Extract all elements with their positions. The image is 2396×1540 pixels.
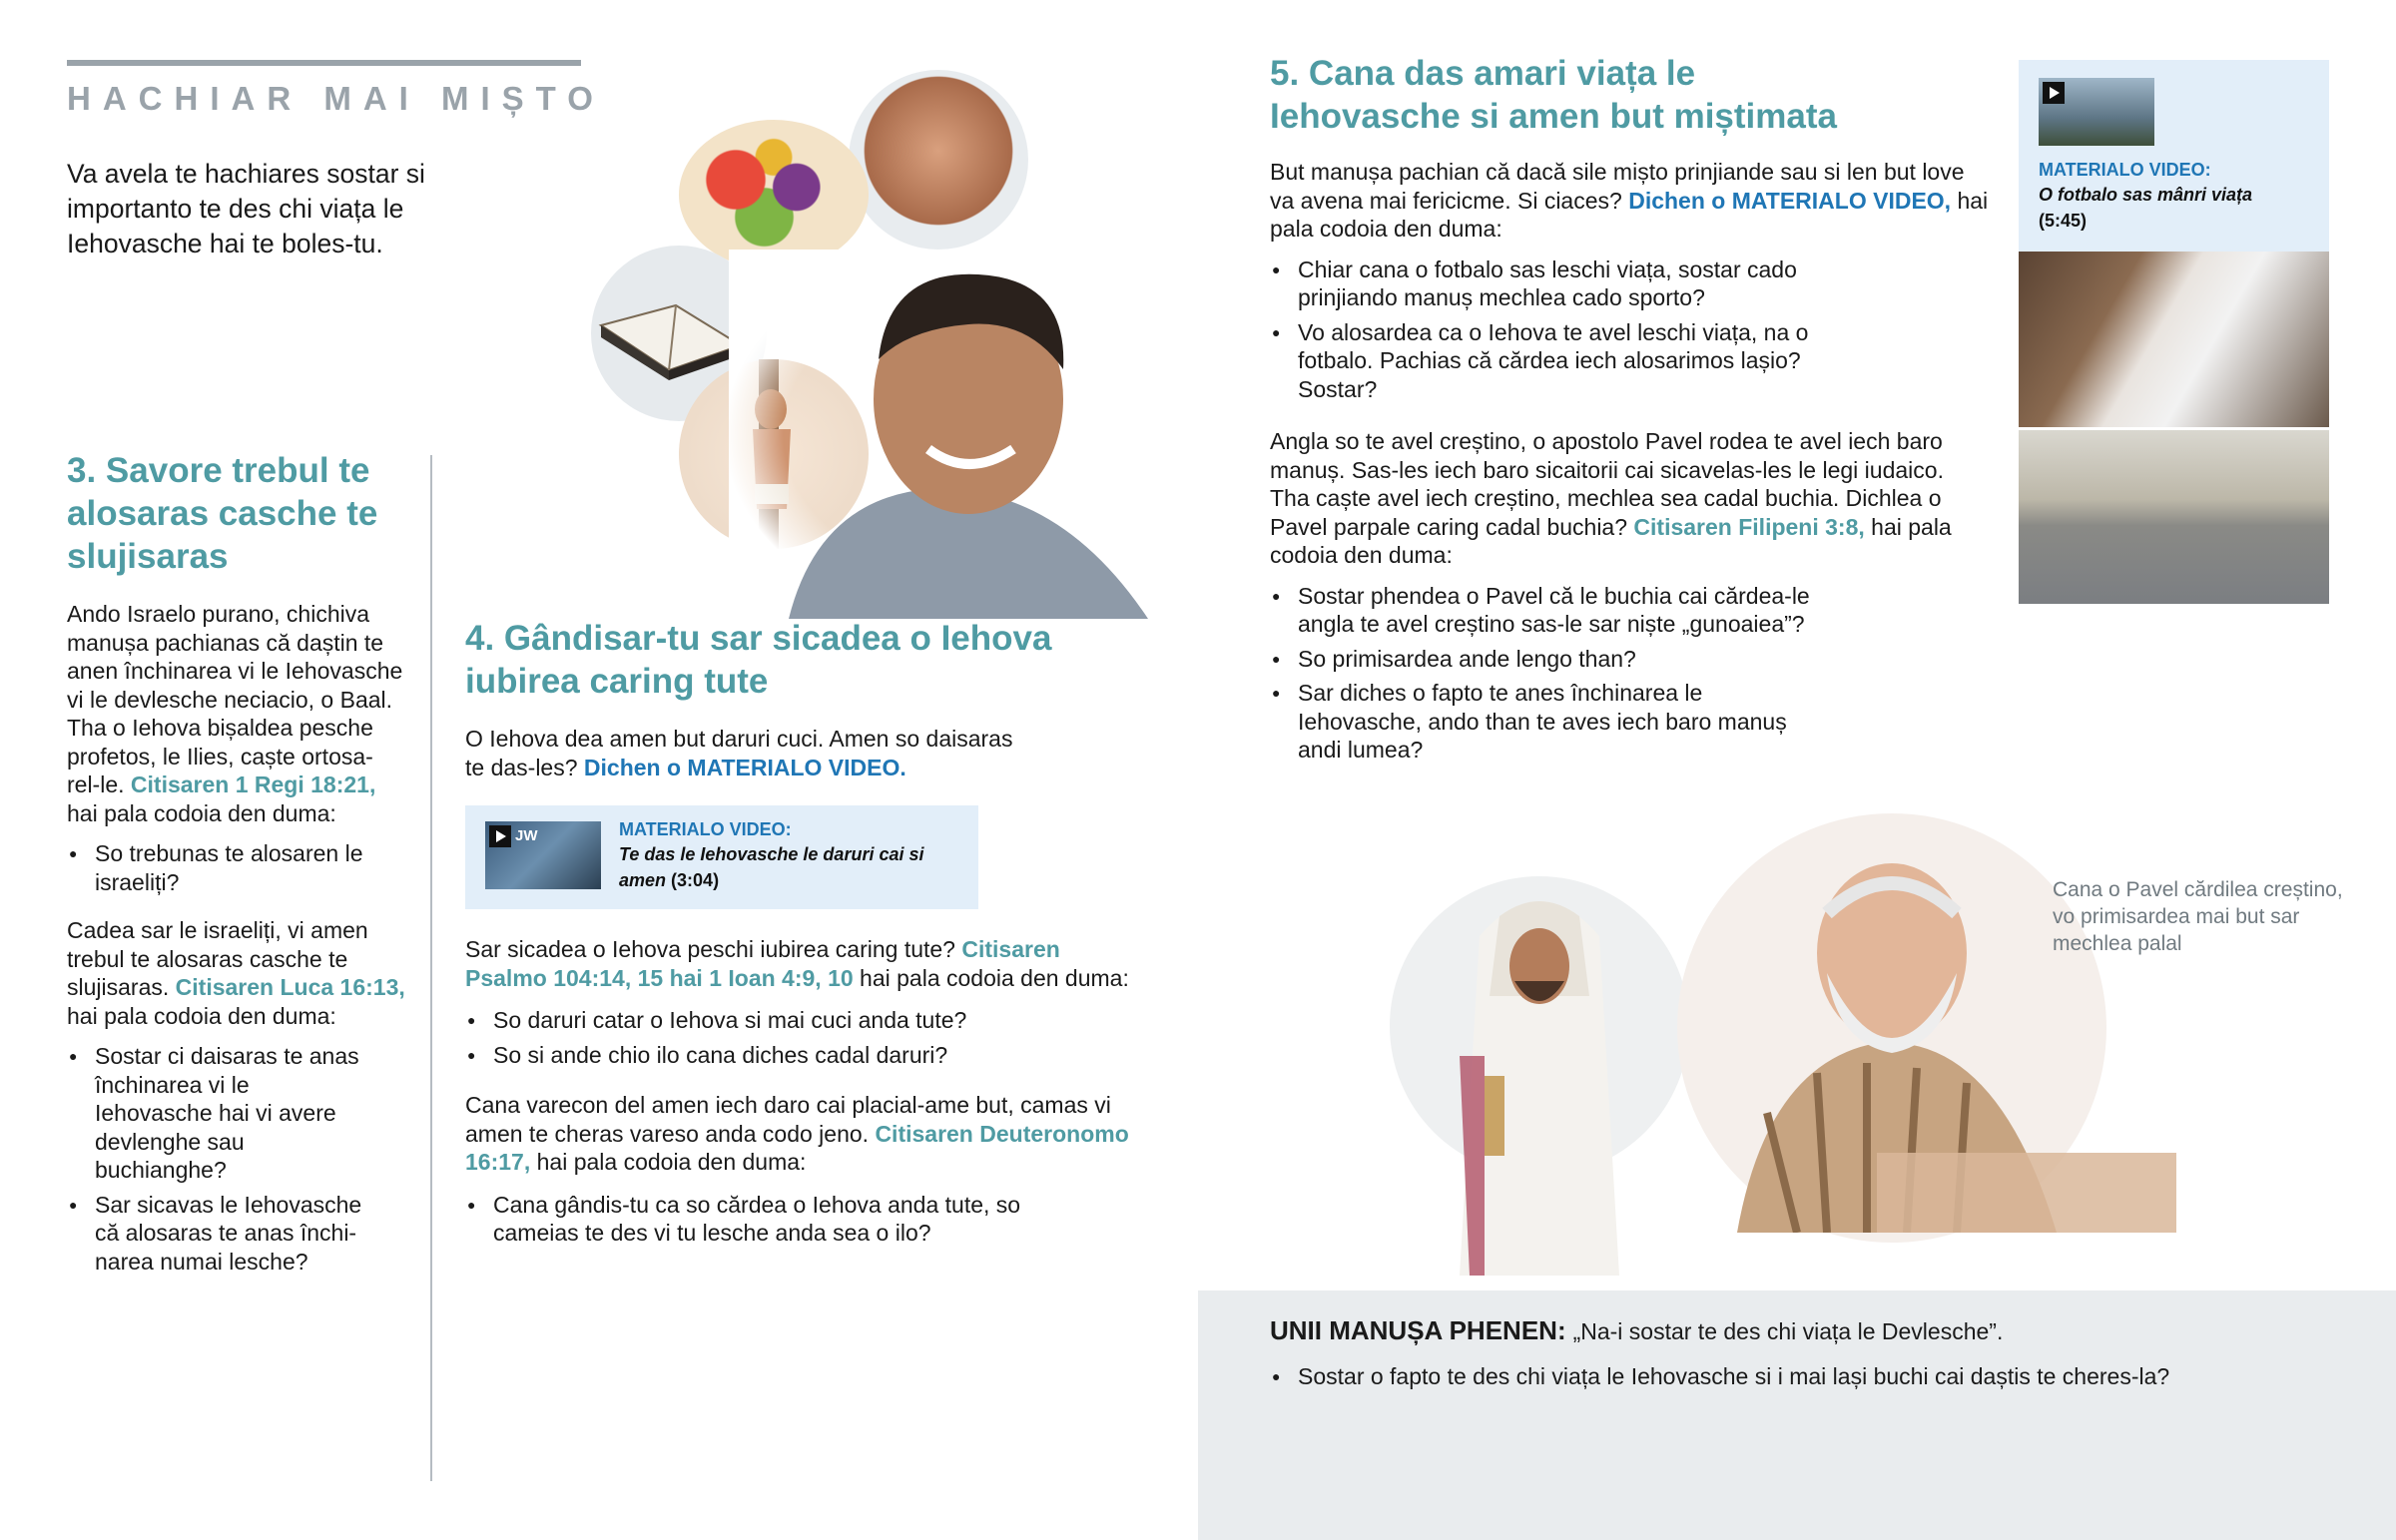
question-item: ● Sar sicavas le Iehovasche că alosaras te anas închi-narea numai lesche? xyxy=(67,1191,366,1277)
section-4-para-3-text: Cana varecon del amen iech daro cai placial-ame but, camas vi amen te cheras vareso anda codo jeno. xyxy=(465,1092,1111,1147)
mother-child-illustration xyxy=(849,70,1028,250)
section-4-questions-2 xyxy=(465,1191,1024,1248)
question-item: ● Vo alosardea ca o Iehova te avel leschi viața, na o fotbalo. Pachias că cărdea iech alosarimos lașio? Sostar? xyxy=(1270,318,1829,404)
scripture-link-luca[interactable]: Citisaren Luca 16:13, xyxy=(175,974,405,1000)
section-5-questions-1 xyxy=(1270,256,1829,404)
section-3-para-1 xyxy=(67,600,406,827)
video-thumbnail[interactable] xyxy=(2039,78,2154,146)
column-divider xyxy=(430,455,432,1481)
section-3 xyxy=(67,449,406,1282)
section-4 xyxy=(465,617,1144,1254)
man-portrait-illustration xyxy=(729,250,1178,619)
section-5-para-1-tail: hai pala codoia den duma: xyxy=(1270,187,1989,242)
video-card-text xyxy=(619,817,948,893)
video-still-laptop xyxy=(2019,252,2329,427)
section-5-para-1 xyxy=(1270,158,1989,244)
question-item: ● Sostar phendea o Pavel că le buchia cai cărdea-le angla te avel creștino sas-le sar niște „gunoaiea”? xyxy=(1270,582,1829,639)
jw-logo: JW xyxy=(515,827,538,844)
section-5 xyxy=(1270,52,1999,770)
section-3-para-2-text: Cadea sar le israeliți, vi amen trebul te alosaras casche te slujisaras. xyxy=(67,917,368,1000)
question-item: ● Sostar o fapto te des chi viața le Iehovasche si i mai lași buchi cai daștis te cheres-la? xyxy=(1270,1362,2368,1391)
video-card-header xyxy=(2019,60,2329,252)
video-title: O fotbalo sas mânri viața xyxy=(2039,185,2253,205)
section-3-para-1-text: Ando Israelo purano, chichiva manușa pachianas că daștin te anen închinarea vi le Iehovasche vi le devlesche neciacio, o Baal. Tha o Iehova bișaldea pesche profetos, le Ilies, caște ortosa-rel-le. xyxy=(67,601,403,797)
page-header-title: HACHIAR MAI MIȘTO xyxy=(67,80,605,117)
section-4-para-2-tail: hai pala codoia den duma: xyxy=(860,964,1129,991)
video-duration: (3:04) xyxy=(671,870,720,890)
section-3-para-2 xyxy=(67,916,406,1030)
section-3-para-1-tail: hai pala codoia den duma: xyxy=(67,799,336,826)
section-4-questions-1 xyxy=(465,1006,1144,1069)
section-4-para-1-text: O Iehova dea amen but daruri cuci. Amen so daisaras te das-les? xyxy=(465,726,1013,780)
video-link[interactable]: Dichen o MATERIALO VIDEO. xyxy=(583,754,906,780)
video-label: MATERIALO VIDEO: xyxy=(619,819,792,839)
footer-quote: „Na-i sostar te des chi viața le Devlesche”. xyxy=(1572,1318,2004,1344)
play-icon xyxy=(489,825,511,847)
footer-questions xyxy=(1270,1362,2368,1397)
video-card-fotbalo[interactable] xyxy=(2019,60,2329,604)
footer-band xyxy=(1198,1290,2396,1540)
video-label: MATERIALO VIDEO: xyxy=(2039,160,2211,180)
question-item: ● So daruri catar o Iehova si mai cuci anda tute? xyxy=(465,1006,1144,1035)
video-card-text xyxy=(2039,158,2318,234)
section-5-para-2 xyxy=(1270,427,1989,570)
illustration-caption: Cana o Pavel cărdilea creștino, vo primisardea mai but sar mechlea palal xyxy=(2053,878,2343,955)
section-5-para-2-tail: hai pala codoia den duma: xyxy=(1270,513,1952,568)
footer-statement xyxy=(1270,1314,2368,1347)
section-4-para-2 xyxy=(465,935,1144,992)
video-card[interactable] xyxy=(465,805,978,909)
section-3-heading: 3. Savore trebul te alosaras casche te slujisaras xyxy=(67,451,378,576)
video-title-text: Te das le Iehovasche le daruri cai si amen xyxy=(619,844,924,890)
section-5-questions-2 xyxy=(1270,582,1829,765)
question-item: ● So si ande chio ilo cana diches cadal daruri? xyxy=(465,1041,1144,1070)
scripture-link-deuteronomo[interactable]: Citisaren Deuteronomo 16:17, xyxy=(465,1120,1129,1175)
video-thumbnail[interactable] xyxy=(485,821,601,889)
scripture-link-1-regi[interactable]: Citisaren 1 Regi 18:21, xyxy=(130,771,376,797)
section-3-para-2-tail: hai pala codoia den duma: xyxy=(67,1002,336,1029)
section-3-questions-1 xyxy=(67,839,366,896)
section-5-heading: 5. Cana das amari viața le Iehovasche si amen but miștimata xyxy=(1270,54,1837,136)
footer-lead: UNII MANUȘA PHENEN: xyxy=(1270,1315,1566,1345)
intro-text: Va avela te hachiares sostar si importanto te des chi viața le Iehovasche hai te boles-tu. xyxy=(67,159,425,258)
section-5-para-1-text: But manușa pachian că dacă sile mișto prinjiande sau si len but love va avena mai fericicme. Si ciaces? xyxy=(1270,159,1965,214)
question-item: ● So trebunas te alosaren le israeliți? xyxy=(67,839,366,896)
question-item: ● So primisardea ande lengo than? xyxy=(1270,645,1829,674)
section-4-para-3 xyxy=(465,1091,1144,1177)
play-icon xyxy=(2043,82,2065,104)
video-link[interactable]: Dichen o MATERIALO VIDEO, xyxy=(1628,187,1952,214)
video-duration: (5:45) xyxy=(2039,211,2088,231)
question-item: ● Sar diches o fapto te anes închinarea le Iehovasche, ando than te aves iech baro manuș andi lumea? xyxy=(1270,679,1829,765)
section-4-para-3-tail: hai pala codoia den duma: xyxy=(536,1149,807,1175)
question-item: ● Cana gândis-tu ca so cărdea o Iehova anda tute, so cameias te des vi tu lesche anda sea o ilo? xyxy=(465,1191,1024,1248)
scripture-link-psalmo[interactable]: Citisaren Psalmo 104:14, 15 hai 1 Ioan 4:9, 10 xyxy=(465,936,1060,991)
pharisee-illustration xyxy=(1390,876,1689,1176)
section-4-para-1 xyxy=(465,725,1034,781)
scripture-link-filipeni[interactable]: Citisaren Filipeni 3:8, xyxy=(1633,513,1865,540)
question-item: ● Chiar cana o fotbalo sas leschi viața, sostar cado prinjiando manuș mechlea cado sporto? xyxy=(1270,256,1829,312)
section-4-para-2-text: Sar sicadea o Iehova peschi iubirea caring tute? xyxy=(465,936,955,962)
section-3-questions-2 xyxy=(67,1042,366,1276)
section-4-heading: 4. Gândisar-tu sar sicadea o Iehova iubirea caring tute xyxy=(465,619,1052,701)
question-item: ● Sostar ci daisaras te anas închinarea vi le Iehovasche hai vi avere devlenghe sau buchianghe? xyxy=(67,1042,366,1185)
video-still-street xyxy=(2019,430,2329,604)
pavel-illustration xyxy=(1677,813,2106,1243)
header-rule xyxy=(67,60,581,66)
section-5-para-2-text: Angla so te avel creștino, o apostolo Pavel rodea te avel iech baro manuș. Sas-les iech baro sicaitorii cai sicavelas-les le legi iudaico. Tha caște avel iech creștino, mechlea sea cadal buchia. Dichlea o Pavel parpale caring cadal buchia? xyxy=(1270,428,1944,540)
video-title xyxy=(619,841,948,893)
